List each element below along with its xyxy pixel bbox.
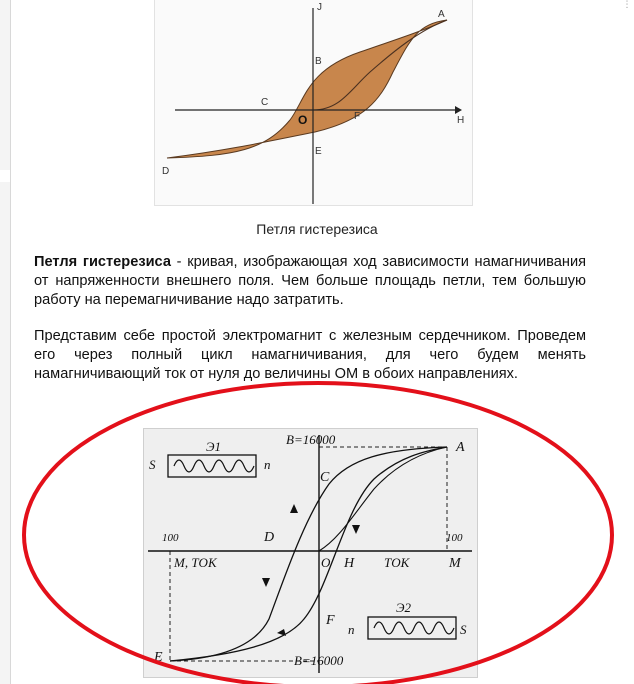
hysteresis-loop-area [167, 20, 447, 158]
label-s-left: S [149, 457, 156, 472]
label-c2: C [320, 470, 330, 485]
more-menu-icon[interactable]: ⋮ [622, 0, 632, 10]
label-s-right: S [460, 622, 467, 637]
label-a2: A [456, 440, 465, 455]
label-j: J [317, 2, 322, 13]
h-axis-arrow [455, 106, 462, 114]
definition-text: - кривая, изображающая ход зависимости намагничивания от напряженности внешнего поля. Чем больше площадь петли, тем большую работу на перемагничивание надо затратить. [34, 254, 586, 308]
electromagnet-hysteresis-svg [144, 429, 477, 677]
label-f2: F [326, 613, 335, 628]
label-e2: E [154, 650, 163, 665]
term-bold: Петля гистерезиса [34, 254, 171, 270]
label-d: D [162, 166, 170, 177]
electromagnet-hysteresis-figure [143, 428, 478, 678]
label-a: A [438, 9, 445, 20]
label-coil1: Э1 [206, 439, 222, 454]
hysteresis-loop-svg [155, 0, 472, 205]
label-100-right: 100 [446, 532, 463, 544]
label-m1-tok: M, ТОК [174, 555, 217, 570]
label-b-top: B=16000 [286, 432, 336, 447]
label-m2: M [449, 556, 461, 571]
label-f: F [354, 111, 361, 122]
label-tok: ТОК [384, 555, 410, 570]
label-b-bottom: B=16000 [294, 653, 344, 668]
label-o: O [298, 113, 308, 127]
left-sidebar-stripe [0, 0, 10, 684]
label-d2: D [264, 530, 275, 545]
label-coil2: Э2 [396, 600, 412, 615]
left-sidebar-gap [0, 170, 10, 182]
label-n-right: n [348, 622, 355, 637]
label-h2: H [344, 556, 355, 571]
label-e: E [315, 146, 322, 157]
figure-caption: Петля гистерезиса [256, 221, 378, 237]
label-o2: O [321, 555, 331, 570]
label-100-left: 100 [162, 532, 179, 544]
label-b: B [315, 56, 322, 67]
paragraph-definition [34, 253, 586, 310]
label-c: C [261, 97, 269, 108]
hysteresis-figure-top [154, 0, 473, 206]
paragraph-experiment: Представим себе простой электромагнит с железным сердечником. Проведем его через полный цикл намагничивания, для чего будем менять намагничивающий ток от нуля до величины ОМ в обоих направлениях. [34, 328, 586, 382]
label-n-left: n [264, 457, 271, 472]
page-left-border [10, 0, 11, 684]
label-h: H [457, 115, 465, 126]
